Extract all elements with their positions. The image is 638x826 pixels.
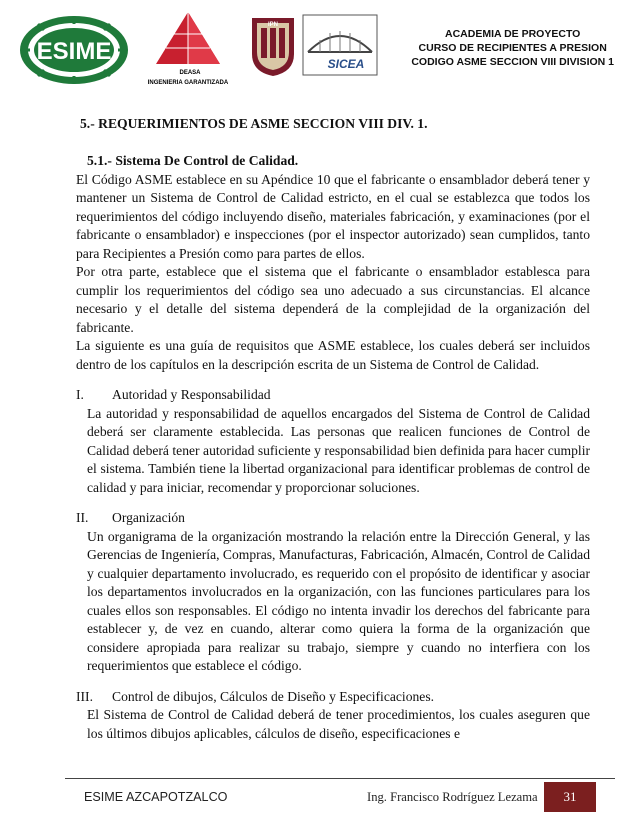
course-header: [411, 27, 614, 69]
section-heading-3: [76, 688, 590, 707]
section-number: III.: [76, 688, 93, 704]
chapter-title: 5.- REQUERIMIENTOS DE ASME SECCION VIII DIV. 1.: [80, 116, 428, 131]
section-number: I.: [76, 387, 84, 402]
section-body-2: Un organigrama de la organización mostrando la relación entre la Dirección General, y las Gerencias de Ingeniería, Compras, Manufacturas, Fabricación, Almacén, Control de Calidad y cualquier departamento involucrado, es requerido con el propósito de identificar y asociar los departamentos involucrados en la organización, con las funciones particulares para los cuales ellos son responsables. El código no intenta invadir los derechos del fabricante para establecer y, de vez en cuando, alterar como quiera la forma de la organización que considere apropiada para realizar su trabajo, siempre y cuando no interfiera con los requerimientos que establece el código.: [87, 528, 590, 673]
deasa-logo-text: DEASA: [179, 70, 201, 76]
ipn-logo: [248, 14, 298, 78]
esime-logo: [18, 14, 130, 86]
sicea-logo-text: SICEA: [327, 57, 365, 71]
section-number: II.: [76, 510, 89, 525]
paragraph-2: Por otra parte, establece que el sistema que el fabricante o ensamblador establesca para cumplir los requerimientos del código sea uno adecuado a sus circunstancias. El alcance necesario y el detalle del sistema dependerá de la complejidad de la organización del fabricante.: [76, 264, 590, 335]
paragraph-1: El Código ASME establece en su Apéndice 10 que el fabricante o ensamblador deberá tener y mantener un Sistema de Control de Calidad estricto, en el cual se establezca que todos los requerimientos del código incluyendo diseño, materiales fabricación, y examinaciones (por el fabricante o ensamblador) e inspecciones (por el inspector autorizado) sean cumplidos, tanto para Recipientes a Presión como para partes de ellos.: [76, 171, 590, 261]
section-heading-2: [76, 509, 590, 528]
section-title: Control de dibujos, Cálculos de Diseño y Especificaciones.: [112, 688, 435, 704]
header-line-1: ACADEMIA DE PROYECTO: [444, 28, 581, 40]
section-heading-1: [76, 386, 590, 405]
page-number: 31: [544, 782, 596, 812]
section-title: Organización: [112, 510, 185, 525]
footer-author: Ing. Francisco Rodríguez Lezama: [367, 790, 538, 804]
footer-school: ESIME AZCAPOTZALCO: [84, 790, 228, 804]
page-content: [76, 152, 590, 743]
section-body-1: La autoridad y responsabilidad de aquellos encargados del Sistema de Control de Calidad deberá ser claramente establecida. Las personas que realicen funciones de Control de Calidad deberá tener autoridad suficiente y responsabilidad bien definida para hacer cumplir el sistema. También tiene la libertad organizacional para identificar problemas de control de calidad y para iniciar, recomendar y proporcionar soluciones.: [87, 405, 590, 495]
section-title: Autoridad y Responsabilidad: [112, 387, 271, 402]
header-line-2: CURSO DE RECIPIENTES A PRESION: [418, 42, 607, 54]
section-subtitle: 5.1.- Sistema De Control de Calidad.: [87, 153, 299, 168]
deasa-logo-tagline: INGENIERIA GARANTIZADA: [147, 80, 229, 86]
esime-logo-text: ESIME: [36, 38, 112, 65]
paragraph-3: La siguiente es una guía de requisitos que ASME establece, los cuales deberá ser incluidos dentro de los capítulos en la descripción escrita de un Sistema de Control de Calidad.: [76, 338, 590, 372]
section-body-3: El Sistema de Control de Calidad deberá de tener procedimientos, los cuales aseguren que los últimos dibujos aplicables, cálculos de diseño, especificaciones e: [87, 707, 590, 741]
footer-divider: [65, 778, 615, 779]
sicea-logo: [302, 14, 378, 76]
header-line-3: CODIGO ASME SECCION VIII DIVISION 1: [411, 56, 614, 68]
deasa-logo: [138, 8, 238, 92]
ipn-logo-text: IPN: [267, 22, 279, 28]
